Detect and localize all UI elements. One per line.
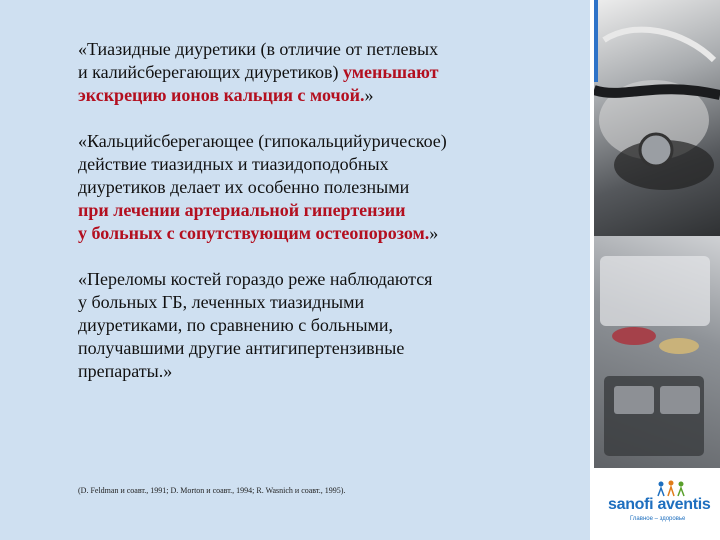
pill-organizer-illustration bbox=[594, 236, 720, 468]
text-segment: диуретиков делает их особенно полезными bbox=[78, 177, 410, 197]
text-segment: » bbox=[429, 223, 439, 243]
highlighted-text: у больных с сопутствующим остеопорозом. bbox=[78, 223, 430, 243]
blood-pressure-photo bbox=[594, 0, 720, 236]
text-segment: у больных ГБ, леченных тиазидными bbox=[78, 292, 365, 312]
brand-logo bbox=[594, 468, 720, 540]
quote-paragraph-3 bbox=[78, 268, 568, 383]
text-line bbox=[78, 62, 439, 82]
side-photo-strip bbox=[594, 0, 720, 468]
highlighted-text: экскрецию ионов кальция с мочой. bbox=[78, 85, 365, 105]
quote-paragraph-2 bbox=[78, 130, 568, 245]
text-line bbox=[78, 223, 438, 243]
text-line bbox=[78, 39, 438, 59]
text-segment: действие тиазидных и тиазидоподобных bbox=[78, 154, 389, 174]
text-segment: диуретиками, по сравнению с больными, bbox=[78, 315, 394, 335]
quote-paragraph-1 bbox=[78, 38, 568, 107]
brand-name: sanofi aventis bbox=[608, 496, 711, 513]
text-segment: » bbox=[364, 85, 374, 105]
highlighted-text: уменьшают bbox=[343, 62, 439, 82]
text-segment: «Тиазидные диуретики (в отличие от петлевых bbox=[78, 39, 439, 59]
accent-bar bbox=[594, 0, 598, 82]
text-segment: получавшими другие антигипертензивные bbox=[78, 338, 405, 358]
text-segment: «Кальцийсберегающее (гипокальцийурическое) bbox=[78, 131, 447, 151]
highlighted-text: при лечении артериальной гипертензии bbox=[78, 200, 406, 220]
text-line bbox=[78, 85, 374, 105]
text-segment: и калийсберегающих диуретиков) bbox=[78, 62, 344, 82]
text-segment: «Переломы костей гораздо реже наблюдаются bbox=[78, 269, 433, 289]
medication-photo bbox=[594, 236, 720, 468]
references-citation: (D. Feldman и соавт., 1991; D. Morton и соавт., 1994; R. Wasnich и соавт., 1995). bbox=[78, 486, 346, 495]
quote-text-block bbox=[78, 38, 568, 406]
stethoscope-hand-illustration bbox=[594, 0, 720, 236]
brand-tagline: Главное – здоровье bbox=[630, 516, 686, 522]
text-segment: препараты.» bbox=[78, 361, 173, 381]
